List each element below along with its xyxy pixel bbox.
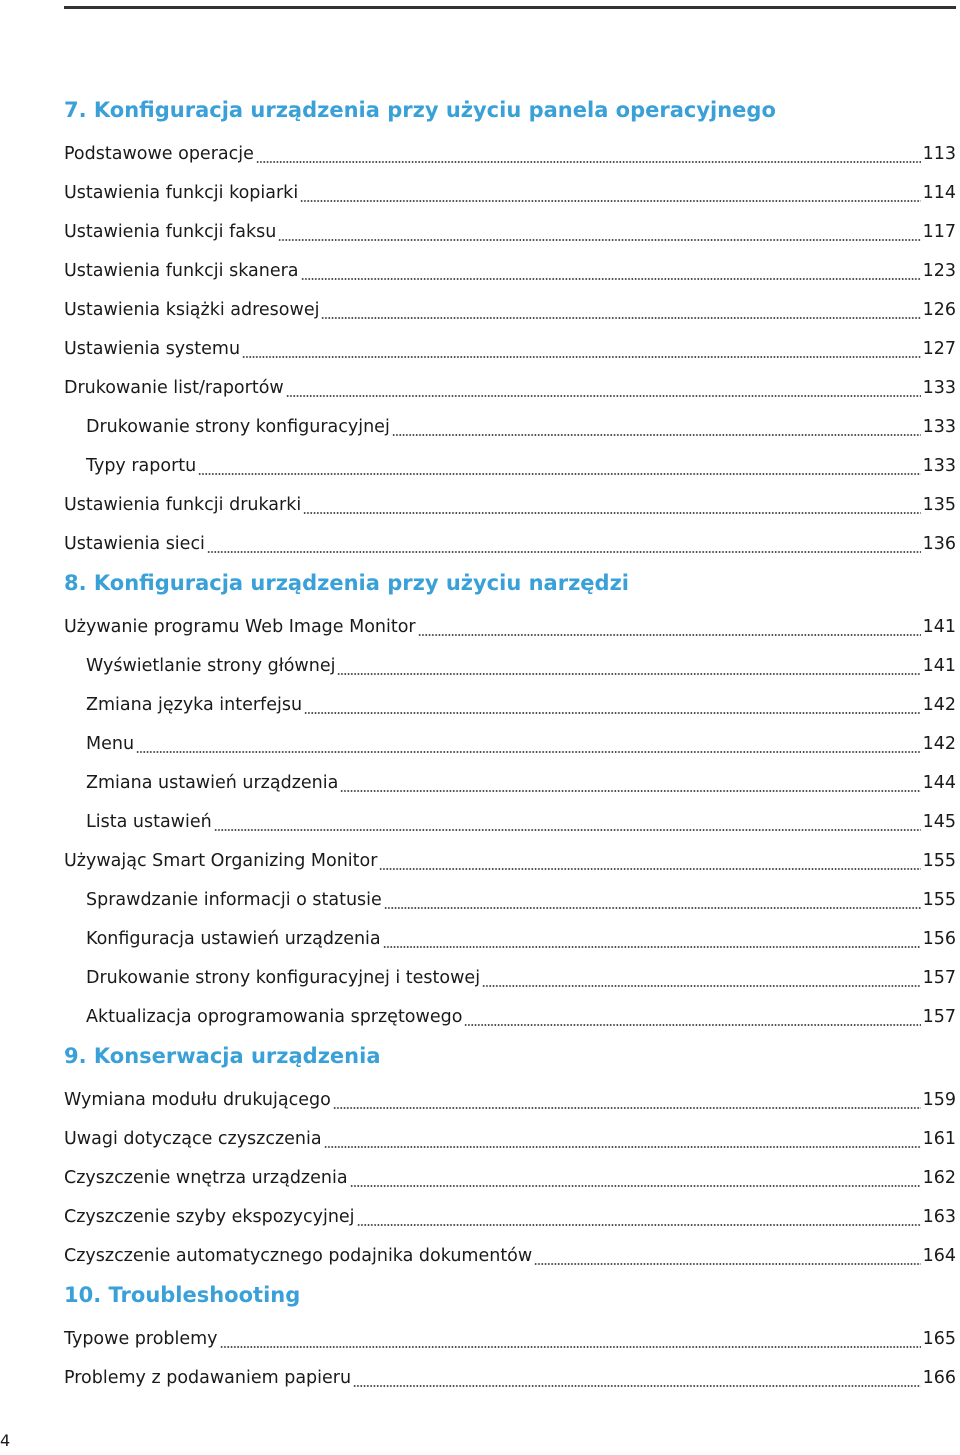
- dot-leader: [534, 1262, 920, 1266]
- dot-leader: [220, 1345, 921, 1349]
- dot-leader: [353, 1384, 921, 1388]
- toc-entry[interactable]: [64, 525, 956, 564]
- toc-entry[interactable]: [64, 725, 956, 764]
- dot-leader: [321, 316, 920, 320]
- toc-entry-label: Czyszczenie automatycznego podajnika dokumentów: [64, 1246, 533, 1266]
- dot-leader: [482, 984, 921, 988]
- toc-entry[interactable]: [64, 608, 956, 647]
- toc-entry-label: Ustawienia funkcji skanera: [64, 261, 299, 281]
- toc-entry-label: Czyszczenie szyby ekspozycyjnej: [64, 1207, 355, 1227]
- dot-leader: [198, 472, 920, 476]
- toc-entry-label: Drukowanie strony konfiguracyjnej: [86, 417, 390, 437]
- toc-entry-page: 164: [922, 1246, 956, 1266]
- toc-entry[interactable]: [64, 959, 956, 998]
- top-rule: [64, 6, 956, 9]
- toc-entry[interactable]: [64, 686, 956, 725]
- toc-entry-label: Ustawienia funkcji drukarki: [64, 495, 302, 515]
- dot-leader: [242, 355, 921, 359]
- chapter-heading[interactable]: 8. Konfiguracja urządzenia przy użyciu narzędzi: [64, 571, 629, 595]
- dot-leader: [357, 1223, 921, 1227]
- toc-entry[interactable]: [64, 842, 956, 881]
- dot-leader: [418, 633, 921, 637]
- toc-entry-label: Ustawienia funkcji faksu: [64, 222, 277, 242]
- toc-entry-page: 133: [922, 456, 956, 476]
- toc-entry[interactable]: [64, 135, 956, 174]
- toc-entry-page: 142: [922, 695, 956, 715]
- toc-entry-page: 157: [922, 1007, 956, 1027]
- toc-entry-page: 163: [922, 1207, 956, 1227]
- toc-entry-page: 136: [922, 534, 956, 554]
- toc-entry-label: Zmiana języka interfejsu: [86, 695, 303, 715]
- toc-entry-label: Wyświetlanie strony głównej: [86, 656, 336, 676]
- table-of-contents: [64, 91, 956, 1398]
- toc-entry[interactable]: [64, 369, 956, 408]
- toc-entry-label: Używając Smart Organizing Monitor: [64, 851, 378, 871]
- dot-leader: [303, 511, 920, 515]
- toc-entry-page: 127: [922, 339, 956, 359]
- toc-entry[interactable]: [64, 1359, 956, 1398]
- toc-entry-page: 133: [922, 378, 956, 398]
- dot-leader: [278, 238, 920, 242]
- chapter-heading[interactable]: 9. Konserwacja urządzenia: [64, 1044, 381, 1068]
- toc-entry-label: Używanie programu Web Image Monitor: [64, 617, 416, 637]
- toc-entry-page: 114: [922, 183, 956, 203]
- toc-entry-label: Drukowanie strony konfiguracyjnej i testowej: [86, 968, 481, 988]
- toc-entry[interactable]: [64, 764, 956, 803]
- toc-entry-label: Czyszczenie wnętrza urządzenia: [64, 1168, 348, 1188]
- dot-leader: [340, 789, 920, 793]
- chapter-heading[interactable]: 7. Konfiguracja urządzenia przy użyciu panela operacyjnego: [64, 98, 776, 122]
- toc-entry[interactable]: [64, 881, 956, 920]
- dot-leader: [324, 1145, 921, 1149]
- toc-entry[interactable]: [64, 1120, 956, 1159]
- toc-entry-label: Lista ustawień: [86, 812, 212, 832]
- toc-entry[interactable]: [64, 920, 956, 959]
- toc-entry-label: Podstawowe operacje: [64, 144, 254, 164]
- toc-entry-page: 113: [922, 144, 956, 164]
- toc-entry-page: 144: [922, 773, 956, 793]
- toc-entry-page: 156: [922, 929, 956, 949]
- toc-entry-page: 155: [922, 851, 956, 871]
- toc-entry[interactable]: [64, 174, 956, 213]
- toc-entry-page: 162: [922, 1168, 956, 1188]
- dot-leader: [379, 867, 920, 871]
- toc-entry-page: 145: [922, 812, 956, 832]
- toc-entry-label: Ustawienia funkcji kopiarki: [64, 183, 299, 203]
- toc-entry-page: 142: [922, 734, 956, 754]
- dot-leader: [464, 1023, 920, 1027]
- page-number: 4: [0, 1431, 11, 1450]
- toc-entry[interactable]: [64, 1237, 956, 1276]
- toc-entry-page: 155: [922, 890, 956, 910]
- toc-entry-label: Aktualizacja oprogramowania sprzętowego: [86, 1007, 463, 1027]
- toc-entry-page: 117: [922, 222, 956, 242]
- toc-entry-label: Typy raportu: [86, 456, 197, 476]
- toc-entry-page: 126: [922, 300, 956, 320]
- toc-entry-label: Drukowanie list/raportów: [64, 378, 284, 398]
- toc-entry[interactable]: [64, 291, 956, 330]
- dot-leader: [333, 1106, 921, 1110]
- toc-entry-page: 157: [922, 968, 956, 988]
- toc-entry-label: Konfiguracja ustawień urządzenia: [86, 929, 381, 949]
- dot-leader: [337, 672, 920, 676]
- toc-entry[interactable]: [64, 486, 956, 525]
- dot-leader: [207, 550, 921, 554]
- toc-entry-label: Ustawienia systemu: [64, 339, 241, 359]
- toc-entry-page: 135: [922, 495, 956, 515]
- toc-entry-page: 159: [922, 1090, 956, 1110]
- toc-entry-label: Ustawienia książki adresowej: [64, 300, 320, 320]
- dot-leader: [286, 394, 921, 398]
- toc-entry[interactable]: [64, 252, 956, 291]
- dot-leader: [214, 828, 921, 832]
- dot-leader: [383, 945, 921, 949]
- chapter-heading[interactable]: 10. Troubleshooting: [64, 1283, 301, 1307]
- toc-entry-label: Sprawdzanie informacji o statusie: [86, 890, 382, 910]
- toc-entry-label: Menu: [86, 734, 135, 754]
- toc-entry-label: Wymiana modułu drukującego: [64, 1090, 331, 1110]
- dot-leader: [300, 199, 920, 203]
- toc-entry-label: Zmiana ustawień urządzenia: [86, 773, 339, 793]
- toc-entry-page: 123: [922, 261, 956, 281]
- toc-entry[interactable]: [64, 647, 956, 686]
- toc-entry-page: 133: [922, 417, 956, 437]
- dot-leader: [392, 433, 921, 437]
- dot-leader: [136, 750, 921, 754]
- toc-entry-label: Problemy z podawaniem papieru: [64, 1368, 352, 1388]
- toc-entry[interactable]: [64, 447, 956, 486]
- dot-leader: [304, 711, 921, 715]
- toc-entry-page: 141: [922, 617, 956, 637]
- toc-entry[interactable]: [64, 213, 956, 252]
- toc-entry-page: 166: [922, 1368, 956, 1388]
- toc-entry[interactable]: [64, 1320, 956, 1359]
- toc-entry-page: 165: [922, 1329, 956, 1349]
- dot-leader: [384, 906, 921, 910]
- toc-entry[interactable]: [64, 1159, 956, 1198]
- toc-entry-label: Uwagi dotyczące czyszczenia: [64, 1129, 322, 1149]
- toc-entry[interactable]: [64, 803, 956, 842]
- toc-entry[interactable]: [64, 998, 956, 1037]
- toc-entry-page: 141: [922, 656, 956, 676]
- toc-entry[interactable]: [64, 408, 956, 447]
- toc-entry[interactable]: [64, 330, 956, 369]
- dot-leader: [350, 1184, 921, 1188]
- toc-entry-page: 161: [922, 1129, 956, 1149]
- toc-entry-label: Ustawienia sieci: [64, 534, 205, 554]
- toc-entry-label: Typowe problemy: [64, 1329, 218, 1349]
- dot-leader: [256, 160, 921, 164]
- dot-leader: [301, 277, 921, 281]
- toc-entry[interactable]: [64, 1081, 956, 1120]
- toc-entry[interactable]: [64, 1198, 956, 1237]
